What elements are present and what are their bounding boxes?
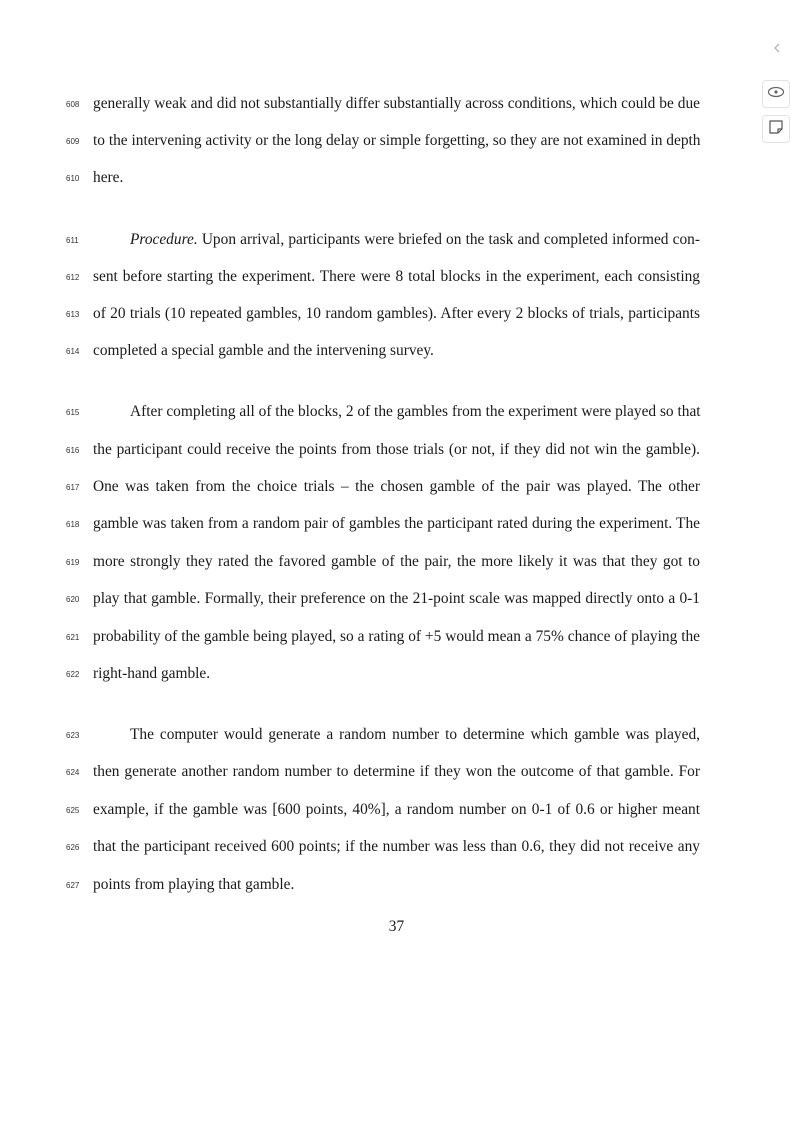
- document-line: [0, 94, 793, 114]
- page-number: 37: [388, 918, 405, 935]
- document-line: [0, 664, 793, 684]
- line-number: 622: [66, 670, 80, 679]
- line-text: then generate another random number to determine if they won the outcome of that gamble. For: [93, 763, 700, 780]
- line-text: play that gamble. Formally, their preference on the 21-point scale was mapped directly onto a 0-1: [93, 590, 700, 607]
- line-text: the participant could receive the points from those trials (or not, if they did not win the gamble).: [93, 441, 700, 458]
- document-line: [0, 230, 793, 250]
- document-line: [0, 341, 793, 361]
- document-line: [0, 168, 793, 188]
- document-line: [0, 131, 793, 151]
- document-line: [0, 552, 793, 572]
- line-text: more strongly they rated the favored gamble of the pair, the more likely it was that they got to: [93, 553, 700, 570]
- document-line: [0, 875, 793, 895]
- document-line: [0, 627, 793, 647]
- document-line: [0, 304, 793, 324]
- view-toggle-button[interactable]: [762, 80, 790, 108]
- line-text: One was taken from the choice trials – the chosen gamble of the pair was played. The other: [93, 478, 700, 495]
- line-text: here.: [93, 169, 124, 186]
- line-number: 609: [66, 137, 80, 146]
- line-number: 626: [66, 843, 80, 852]
- section-heading-procedure: Procedure.: [130, 231, 198, 248]
- document-line: [0, 440, 793, 460]
- line-text: sent before starting the experiment. There were 8 total blocks in the experiment, each consisting: [93, 268, 700, 285]
- line-text: gamble was taken from a random pair of gambles the participant rated during the experiment. The: [93, 515, 700, 532]
- line-text: The computer would generate a random number to determine which gamble was played,: [130, 726, 700, 743]
- document-line: [0, 267, 793, 287]
- document-line: [0, 477, 793, 497]
- line-text: that the participant received 600 points; if the number was less than 0.6, they did not receive any: [93, 838, 700, 855]
- line-text: probability of the gamble being played, so a rating of +5 would mean a 75% chance of playing the: [93, 628, 700, 645]
- document-line: [0, 725, 793, 745]
- line-text: [130, 230, 700, 250]
- document-line: [0, 514, 793, 534]
- line-number: 616: [66, 446, 80, 455]
- line-text: generally weak and did not substantially differ substantially across conditions, which could be due: [93, 95, 700, 112]
- line-number: 621: [66, 633, 80, 642]
- line-number: 611: [66, 236, 79, 245]
- line-number: 608: [66, 100, 80, 109]
- line-number: 610: [66, 174, 80, 183]
- line-number: 620: [66, 595, 80, 604]
- line-number: 619: [66, 558, 80, 567]
- sticky-note-icon: [768, 119, 784, 140]
- document-line: [0, 589, 793, 609]
- line-number: 624: [66, 768, 80, 777]
- line-number: 614: [66, 347, 80, 356]
- document-line: [0, 837, 793, 857]
- line-text: of 20 trials (10 repeated gambles, 10 random gambles). After every 2 blocks of trials, participants: [93, 305, 700, 322]
- line-text-rest: Upon arrival, participants were briefed on the task and completed informed con-: [197, 231, 700, 248]
- document-line: [0, 762, 793, 782]
- line-number: 623: [66, 731, 80, 740]
- line-text: points from playing that gamble.: [93, 876, 295, 893]
- line-text: to the intervening activity or the long delay or simple forgetting, so they are not examined in depth: [93, 132, 701, 149]
- line-number: 627: [66, 881, 80, 890]
- line-number: 617: [66, 483, 80, 492]
- line-number: 612: [66, 273, 80, 282]
- add-note-button[interactable]: [762, 115, 790, 143]
- line-number: 615: [66, 408, 80, 417]
- line-text: right-hand gamble.: [93, 665, 211, 682]
- chevron-left-icon[interactable]: [770, 41, 784, 59]
- document-line: [0, 800, 793, 820]
- eye-icon: [767, 85, 785, 103]
- line-number: 618: [66, 520, 80, 529]
- document-line: [0, 402, 793, 422]
- line-text: example, if the gamble was [600 points, 40%], a random number on 0-1 of 0.6 or higher meant: [93, 801, 700, 818]
- line-text: completed a special gamble and the intervening survey.: [93, 342, 434, 359]
- line-text: After completing all of the blocks, 2 of the gambles from the experiment were played so that: [130, 403, 701, 420]
- line-number: 613: [66, 310, 80, 319]
- line-number: 625: [66, 806, 80, 815]
